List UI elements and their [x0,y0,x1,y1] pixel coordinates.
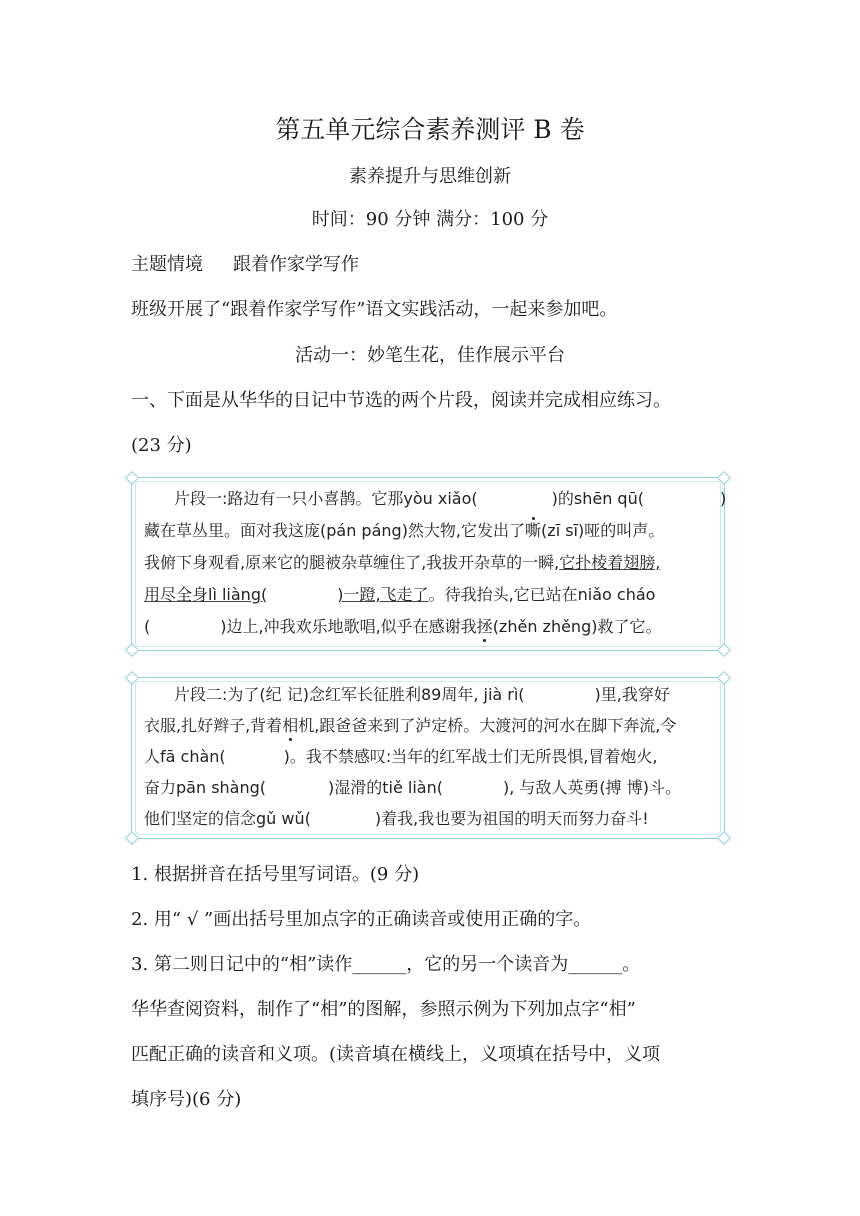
passage-2-line-3: 人fā chàn( )。我不禁感叹:当年的红军战士们无所畏惧,冒着炮火, [144,747,658,766]
task-1: 1. 根据拼音在括号里写词语。(9 分) [131,864,420,885]
passage-2-box [131,677,725,839]
passage-1-line-3: 我俯下身观看,原来它的腿被杂草缠住了,我拔开杂草的一瞬,它扑棱着翅膀, [144,553,661,572]
theme-label: 主题情境 [131,254,203,275]
passage-2-line-2: 衣服,扎好辫子,背着相机,跟爸爸来到了泸定桥。大渡河的河水在脚下奔流,令 [144,716,677,735]
passage-1-line-2: 藏在草丛里。面对我这庞(pán páng)然大物,它发出了嘶(zī sī)哑的叫声。 [144,521,665,540]
question-1-stem: 一、下面是从华华的日记中节选的两个片段，阅读并完成相应练习。 [131,390,671,411]
exam-subtitle: 素养提升与思维创新 [349,166,511,187]
passage-2-line-5: 他们坚定的信念gǔ wǔ( )着我,我也要为祖国的明天而努力奋斗! [144,809,649,828]
task-3-continued-2: 匹配正确的读音和义项。(读音填在横线上，义项填在括号中，义项 [131,1044,661,1065]
task-3-continued-3: 填序号)(6 分) [131,1089,242,1110]
passage-1-box [131,477,725,651]
passage-2-line-4: 奋力pān shàng( )湿滑的tiě liàn( ), 与敌人英勇(搏 博)斗。 [144,778,681,797]
question-1-score: (23 分) [131,435,192,456]
underlined-sentence: 它扑棱着翅膀, [559,553,661,572]
intro-text: 班级开展了“跟着作家学写作”语文实践活动，一起来参加吧。 [131,299,618,320]
passage-1-line-4: 用尽全身lì liàng( )一蹬,飞走了。待我抬头,它已站在niǎo cháo [144,580,655,610]
passage-1-line-5: ( )边上,冲我欢乐地歌唱,似乎在感谢我拯(zhěn zhěng)救了它。 [144,617,662,636]
answer-blank[interactable] [267,580,337,610]
time-and-score: 时间：90 分钟 满分：100 分 [311,209,549,230]
dotted-char: 相 [282,716,299,735]
dotted-char: 嘶 [525,521,542,540]
task-2: 2. 用“ √ ”画出括号里加点字的正确读音或使用正确的字。 [131,909,592,930]
task-3-continued-1: 华华查阅资料，制作了“相”的图解，参照示例为下列加点字“相” [131,999,636,1020]
theme-line [131,250,359,276]
passage-2-line-1: 片段二:为了(纪 记)念红军长征胜利89周年, jià rì( )里,我穿好 [174,685,670,704]
task-3: 3. 第二则日记中的“相”读作______，它的另一个读音为______。 [131,954,641,975]
activity-heading: 活动一：妙笔生花，佳作展示平台 [295,345,565,366]
theme-value: 跟着作家学写作 [233,254,359,275]
passage-1-line-1: 片段一:路边有一只小喜鹊。它那yòu xiǎo( )的shēn qū( ) [174,489,727,508]
dotted-char: 拯 [476,617,493,636]
exam-title: 第五单元综合素养测评 B 卷 [275,115,585,144]
